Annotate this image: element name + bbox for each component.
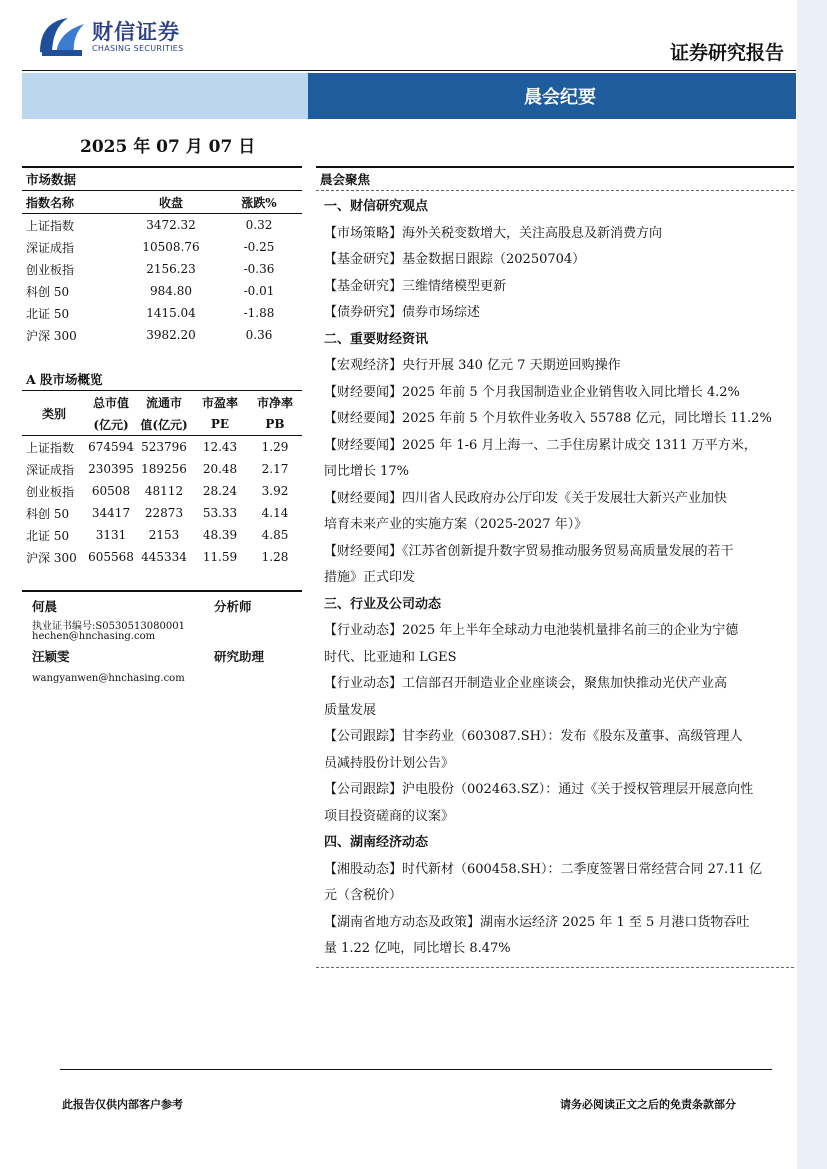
market-data-title: 市场数据 bbox=[26, 172, 77, 187]
list-item[interactable]: 【基金研究】基金数据日跟踪（20250704） bbox=[324, 252, 586, 267]
market-data-section bbox=[22, 166, 302, 346]
header-divider bbox=[22, 70, 796, 71]
table-row: 北证 50 3131 2153 48.39 4.85 bbox=[26, 528, 289, 543]
analyst-email[interactable]: hechen@hnchasing.com bbox=[32, 631, 156, 642]
assistant-name: 汪颖雯 bbox=[32, 649, 70, 664]
list-item[interactable]: 【债券研究】债券市场综述 bbox=[324, 305, 481, 320]
table-row: 创业板指 60508 48112 28.24 3.92 bbox=[26, 484, 289, 499]
list-item[interactable]: 【行业动态】2025 年上半年全球动力电池装机量排名前三的企业为宁德 bbox=[324, 623, 739, 638]
list-item[interactable]: 措施》正式印发 bbox=[324, 570, 416, 585]
brand-english: CHASING SECURITIES bbox=[92, 44, 184, 53]
list-item[interactable]: 员减持股份计划公告》 bbox=[324, 755, 455, 771]
list-item[interactable]: 【公司跟踪】沪电股份（002463.SZ）：通过《关于授权管理层开展意向性 bbox=[324, 782, 754, 797]
list-item[interactable]: 【财经要闻】2025 年前 5 个月软件业务收入 55788 亿元，同比增长 11.2% bbox=[324, 411, 772, 426]
footer-disclaimer-left: 此报告仅供内部客户参考 bbox=[62, 1098, 183, 1111]
title-band bbox=[22, 73, 796, 119]
list-item[interactable]: 【公司跟踪】甘李药业（603087.SH）：发布《股东及董事、高级管理人 bbox=[324, 729, 743, 744]
analyst-name: 何晨 bbox=[32, 599, 58, 614]
table-row: 上证指数 3472.32 0.32 bbox=[26, 218, 273, 233]
company-logo bbox=[38, 14, 86, 58]
table-row: 上证指数 674594 523796 12.43 1.29 bbox=[26, 440, 289, 455]
list-item[interactable]: 项目投资磋商的议案》 bbox=[324, 808, 455, 824]
table-row: 北证 50 1415.04 -1.88 bbox=[26, 306, 275, 321]
side-stripe bbox=[797, 0, 827, 1169]
band-title: 晨会纪要 bbox=[308, 73, 796, 119]
table-row: 科创 50 984.80 -0.01 bbox=[26, 284, 275, 299]
table-row: 创业板指 2156.23 -0.36 bbox=[26, 262, 275, 277]
focus-body bbox=[316, 191, 794, 963]
brand-name: 财信证券 bbox=[92, 20, 180, 44]
section-heading: 四、湖南经济动态 bbox=[324, 835, 429, 850]
footer-disclaimer-right[interactable]: 请务必阅读正文之后的免责条款部分 bbox=[560, 1098, 736, 1111]
focus-section bbox=[316, 166, 794, 968]
section-heading: 三、行业及公司动态 bbox=[324, 596, 442, 612]
list-item[interactable]: 【行业动态】工信部召开制造业企业座谈会，聚焦加快推动光伏产业高 bbox=[324, 676, 728, 691]
focus-title: 晨会聚焦 bbox=[320, 172, 371, 187]
list-item[interactable]: 【湘股动态】时代新材（600458.SH）：二季度签署日常经营合同 27.11 亿 bbox=[324, 861, 762, 877]
list-item[interactable]: 量 1.22 亿吨，同比增长 8.47% bbox=[324, 941, 511, 956]
list-item[interactable]: 【湖南省地方动态及政策】湖南水运经济 2025 年 1 至 5 月港口货物吞吐 bbox=[324, 914, 750, 930]
list-item[interactable]: 元（含税价） bbox=[324, 888, 403, 903]
report-type: 证券研究报告 bbox=[669, 42, 784, 64]
market-table bbox=[22, 191, 302, 346]
list-item[interactable]: 时代、比亚迪和 LGES bbox=[324, 649, 457, 665]
a-share-title: A 股市场概览 bbox=[26, 372, 103, 387]
list-item[interactable]: 同比增长 17% bbox=[324, 464, 410, 479]
list-item[interactable]: 【基金研究】三维情绪模型更新 bbox=[324, 278, 507, 294]
assistant-role: 研究助理 bbox=[214, 649, 265, 664]
table-row: 科创 50 34417 22873 53.33 4.14 bbox=[26, 506, 289, 521]
analyst-role: 分析师 bbox=[214, 599, 252, 614]
a-share-table-header: 类别 总市值 流通市 市盈率 市净率 bbox=[41, 395, 293, 421]
list-item[interactable]: 【财经要闻】2025 年 1-6 月上海一、二手住房累计成交 1311 万平方米， bbox=[324, 437, 757, 453]
list-item[interactable]: 质量发展 bbox=[324, 702, 377, 718]
table-row: 沪深 300 605568 445334 11.59 1.28 bbox=[26, 550, 289, 565]
list-item[interactable]: 【财经要闻】2025 年前 5 个月我国制造业企业销售收入同比增长 4.2% bbox=[324, 384, 740, 400]
footer-divider bbox=[60, 1069, 772, 1070]
report-date: 2025 年 07 月 07 日 bbox=[80, 137, 256, 157]
list-item[interactable]: 【宏观经济】央行开展 340 亿元 7 天期逆回购操作 bbox=[324, 358, 621, 373]
assistant-email[interactable]: wangyanwen@hnchasing.com bbox=[32, 673, 185, 684]
list-item[interactable]: 培育未来产业的实施方案（2025-2027 年）》 bbox=[324, 517, 588, 532]
table-row: 沪深 300 3982.20 0.36 bbox=[26, 328, 273, 343]
table-row: 深证成指 230395 189256 20.48 2.17 bbox=[26, 462, 289, 477]
band-left bbox=[22, 73, 308, 119]
section-heading: 二、重要财经资讯 bbox=[324, 331, 429, 347]
list-item[interactable]: 【财经要闻】《江苏省创新提升数字贸易推动服务贸易高质量发展的若干 bbox=[324, 543, 734, 559]
table-row: 深证成指 10508.76 -0.25 bbox=[26, 240, 275, 255]
a-share-table: 类别 总市值 流通市 市盈率 市净率 (亿元) 值(亿元) PE PB 上证指数 674594 523796 12.43 1.29 深证成指 230395 189256 20.48 2.17 创业板指 60508 48112 28.24 3.92 科创 50 34417 22873 53.33 4.14 北证 50 3131 2153 48.39 4.85 沪深 300 605568 445334 11.59 1.28 bbox=[22, 391, 302, 568]
section-heading: 一、财信研究观点 bbox=[324, 199, 429, 214]
analyst-cert: 执业证书编号:S0530513080001 bbox=[32, 621, 185, 632]
a-share-section bbox=[22, 368, 302, 568]
analyst-section bbox=[22, 590, 302, 696]
list-item[interactable]: 【财经要闻】四川省人民政府办公厅印发《关于发展壮大新兴产业加快 bbox=[324, 490, 728, 506]
list-item[interactable]: 【市场策略】海外关税变数增大，关注高股息及新消费方向 bbox=[324, 225, 663, 241]
market-table-header: 指数名称 收盘 涨跌% bbox=[26, 195, 277, 210]
